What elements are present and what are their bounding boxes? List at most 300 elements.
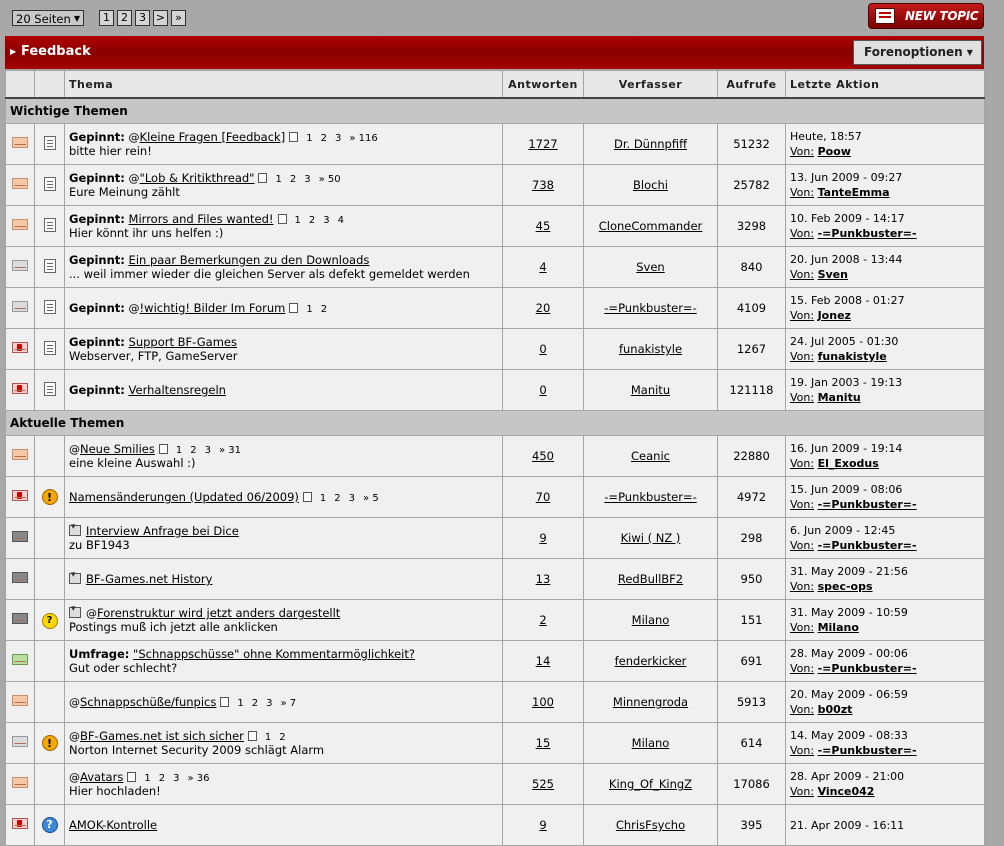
topic-page-link[interactable]: » 36 <box>187 773 210 784</box>
topic-page-link[interactable]: 2 <box>190 445 197 456</box>
replies-link[interactable]: 9 <box>539 531 547 545</box>
topic-page-link[interactable]: 3 <box>266 698 273 709</box>
last-action-cell <box>786 559 985 600</box>
post-icon-cell <box>35 805 65 846</box>
mini-pagination <box>289 304 331 315</box>
by-label: Von: <box>790 744 815 757</box>
topic-page-link[interactable]: 1 <box>319 493 327 504</box>
author-link[interactable]: Minnengroda <box>612 695 689 709</box>
last-action-cell <box>786 764 985 805</box>
topic-description: ... weil immer wieder die gleichen Server als defekt gemeldet werden <box>69 267 470 281</box>
document-icon <box>44 136 56 150</box>
mini-pagination <box>303 493 383 504</box>
topic-page-link[interactable]: 1 <box>264 732 272 743</box>
topic-page-link[interactable]: 2 <box>158 773 166 784</box>
views-cell: 4972 <box>718 477 786 518</box>
author-cell <box>584 165 718 206</box>
replies-link[interactable]: 738 <box>532 178 554 192</box>
views-cell: 5913 <box>718 682 786 723</box>
topic-title-link[interactable]: Support BF-Games <box>128 335 237 349</box>
status-cell <box>6 477 35 518</box>
attachment-icon: @ <box>128 172 140 185</box>
moved-topic-icon[interactable] <box>69 607 81 618</box>
topic-icon <box>12 301 28 312</box>
pages-icon <box>289 132 298 142</box>
author-cell <box>584 288 718 329</box>
last-poster-link[interactable]: -=Punkbuster=- <box>817 662 917 675</box>
last-poster <box>818 539 917 552</box>
topic-description: Hier hochladen! <box>69 784 161 798</box>
pinned-prefix: Gepinnt: <box>69 130 125 144</box>
forum-options-button[interactable] <box>853 40 982 65</box>
topic-title-link[interactable]: Schnappschüße/funpics <box>80 695 217 709</box>
last-poster-link[interactable]: -=Punkbuster=- <box>817 227 917 240</box>
locked-topic-icon <box>12 490 28 501</box>
last-action-by <box>790 390 980 405</box>
by-label: Von: <box>790 662 815 675</box>
last-action-by <box>790 661 980 676</box>
last-poster <box>818 186 890 199</box>
locked-topic-icon <box>12 383 28 394</box>
post-icon-cell <box>35 518 65 559</box>
post-icon-cell <box>35 165 65 206</box>
pinned-prefix: Gepinnt: <box>69 253 125 267</box>
replies-cell <box>503 329 584 370</box>
topic-page-link[interactable]: 2 <box>308 215 316 226</box>
replies-cell <box>503 288 584 329</box>
topic-line <box>69 442 498 456</box>
topic-icon <box>12 260 28 271</box>
document-icon <box>44 259 56 273</box>
post-icon-cell <box>35 124 65 165</box>
chevron-down-icon: ▼ <box>966 48 973 57</box>
last-poster-link[interactable]: Manitu <box>817 391 861 404</box>
author-link[interactable]: funakistyle <box>618 342 683 356</box>
author-link[interactable]: Sven <box>636 260 665 274</box>
post-icon-cell <box>35 206 65 247</box>
views-cell: 3298 <box>718 206 786 247</box>
topic-cell <box>65 559 503 600</box>
topic-title-link[interactable]: Interview Anfrage bei Dice <box>86 524 239 538</box>
author-link[interactable]: Blochi <box>633 178 668 192</box>
topic-page-link[interactable]: » 50 <box>318 174 341 185</box>
topic-title-link[interactable]: Ein paar Bemerkungen zu den Downloads <box>128 253 370 267</box>
pinned-prefix: Gepinnt: <box>69 301 125 315</box>
last-poster-link[interactable]: Jonez <box>817 309 851 322</box>
last-poster <box>818 145 851 158</box>
topic-line <box>69 253 498 267</box>
topic-page-link[interactable]: 1 <box>275 174 282 185</box>
header-topic[interactable]: Thema <box>65 71 503 99</box>
by-label: Von: <box>790 703 815 716</box>
topic-row <box>6 124 985 165</box>
last-poster-link[interactable]: -=Punkbuster=- <box>817 498 917 511</box>
topic-page-link[interactable]: 2 <box>320 133 327 144</box>
last-action-cell <box>786 206 985 247</box>
author-link[interactable]: Milano <box>631 736 670 750</box>
topic-description: Postings muß ich jetzt alle anklicken <box>69 620 278 634</box>
status-cell <box>6 764 35 805</box>
topic-description: Gut oder schlecht? <box>69 661 178 675</box>
last-action-cell <box>786 124 985 165</box>
topic-title-link[interactable]: BF-Games.net ist sich sicher <box>80 729 244 743</box>
views-cell: 840 <box>718 247 786 288</box>
mini-pagination <box>289 133 382 144</box>
next-page-link[interactable]: > <box>153 10 168 26</box>
topic-title-link[interactable]: "Lob & Kritikthread" <box>139 171 255 185</box>
topic-line <box>69 770 498 784</box>
locked-topic-icon <box>12 342 28 353</box>
topic-description: eine kleine Auswahl :) <box>69 456 196 470</box>
by-label: Von: <box>790 785 815 798</box>
question-icon: ? <box>42 817 58 833</box>
last-action-by <box>790 456 980 471</box>
topic-row <box>6 329 985 370</box>
last-action-time: 31. May 2009 - 10:59 <box>790 606 908 619</box>
topic-title-link[interactable]: Forenstruktur wird jetzt anders dargestellt <box>97 606 341 620</box>
document-icon <box>44 177 56 191</box>
by-label: Von: <box>790 227 815 240</box>
replies-link[interactable]: 15 <box>535 736 551 750</box>
topic-page-link[interactable]: » 116 <box>349 133 378 144</box>
author-link[interactable]: RedBullBF2 <box>617 572 684 586</box>
last-action-time: 20. May 2009 - 06:59 <box>790 688 908 701</box>
replies-link[interactable]: 525 <box>532 777 554 791</box>
last-action-cell <box>786 600 985 641</box>
topic-description: bitte hier rein! <box>69 144 152 158</box>
attachment-icon: @ <box>69 696 80 709</box>
replies-link[interactable]: 0 <box>539 383 547 397</box>
last-action-time: 6. Jun 2009 - 12:45 <box>790 524 896 537</box>
views-cell: 51232 <box>718 124 786 165</box>
views-cell: 691 <box>718 641 786 682</box>
new-topic-label: NEW TOPIC <box>905 9 979 23</box>
topic-line <box>69 524 498 538</box>
views-cell: 121118 <box>718 370 786 411</box>
last-action-cell <box>786 477 985 518</box>
topic-line <box>69 572 498 586</box>
topic-line <box>69 212 498 226</box>
topic-description: Webserver, FTP, GameServer <box>69 349 238 363</box>
page-link[interactable]: 1 <box>99 10 114 26</box>
replies-link[interactable]: 1727 <box>528 137 558 151</box>
topic-table <box>5 70 985 846</box>
author-link[interactable]: fenderkicker <box>614 654 687 668</box>
topic-title-link[interactable]: Namensänderungen (Updated 06/2009) <box>69 490 299 504</box>
topic-title-link[interactable]: "Schnappschüsse" ohne Kommentarmöglichkeit? <box>133 647 415 661</box>
topic-page-link[interactable]: » 5 <box>363 493 379 504</box>
topic-line <box>69 335 498 349</box>
hot-topic-icon <box>12 219 28 230</box>
forum-options-label: Forenoptionen <box>864 45 963 59</box>
replies-link[interactable]: 4 <box>539 260 547 274</box>
moved-topic-icon <box>12 572 28 583</box>
status-cell <box>6 329 35 370</box>
topic-line <box>69 818 498 832</box>
topic-page-link[interactable]: 1 <box>306 133 313 144</box>
pagination <box>99 10 189 26</box>
topic-cell <box>65 436 503 477</box>
post-icon-cell <box>35 370 65 411</box>
views-cell: 4109 <box>718 288 786 329</box>
author-cell <box>584 518 718 559</box>
last-action-time: 28. Apr 2009 - 21:00 <box>790 770 905 783</box>
last-poster-link[interactable]: b00zt <box>817 703 853 716</box>
topic-row <box>6 518 985 559</box>
topic-page-link[interactable]: 2 <box>320 304 328 315</box>
author-link[interactable]: -=Punkbuster=- <box>604 490 697 504</box>
replies-link[interactable]: 450 <box>532 449 554 463</box>
last-action-time: Heute, 18:57 <box>790 130 862 143</box>
last-poster-link[interactable]: spec-ops <box>817 580 873 593</box>
topic-line <box>69 383 498 397</box>
author-link[interactable]: CloneCommander <box>598 219 703 233</box>
replies-link[interactable]: 2 <box>539 613 547 627</box>
replies-cell <box>503 247 584 288</box>
replies-link[interactable]: 13 <box>535 572 551 586</box>
last-poster-link[interactable]: -=Punkbuster=- <box>817 744 917 757</box>
topic-title-link[interactable]: !wichtig! Bilder Im Forum <box>139 301 286 315</box>
poll-prefix: Umfrage: <box>69 647 130 661</box>
topic-page-link[interactable]: 3 <box>204 445 211 456</box>
by-label: Von: <box>790 309 815 322</box>
author-cell <box>584 682 718 723</box>
mini-pagination <box>220 698 300 709</box>
topic-description: Eure Meinung zählt <box>69 185 180 199</box>
last-action-time: 14. May 2009 - 08:33 <box>790 729 908 742</box>
last-poster-link[interactable]: Sven <box>817 268 848 281</box>
replies-cell <box>503 165 584 206</box>
post-icon-cell <box>35 682 65 723</box>
topic-cell <box>65 518 503 559</box>
last-poster <box>818 703 853 716</box>
last-poster-link[interactable]: funakistyle <box>817 350 887 363</box>
by-label: Von: <box>790 539 815 552</box>
mini-pagination <box>127 773 213 784</box>
forum-category-bar <box>5 36 984 69</box>
new-topic-icon <box>875 8 895 24</box>
last-poster <box>818 498 917 511</box>
replies-link[interactable]: 45 <box>535 219 551 233</box>
topic-line <box>69 606 498 620</box>
topic-title-link[interactable]: Avatars <box>80 770 124 784</box>
new-topic-button[interactable] <box>868 3 984 29</box>
topic-title-link[interactable]: Neue Smilies <box>80 442 155 456</box>
last-page-link[interactable]: » <box>171 10 186 26</box>
status-cell <box>6 805 35 846</box>
topic-row <box>6 600 985 641</box>
topic-page-link[interactable]: 3 <box>304 174 311 185</box>
topic-title-link[interactable]: Mirrors and Files wanted! <box>128 212 274 226</box>
replies-cell <box>503 682 584 723</box>
replies-link[interactable]: 70 <box>535 490 551 504</box>
last-poster <box>818 662 917 675</box>
topic-page-link[interactable]: 1 <box>144 773 151 784</box>
topic-page-link[interactable]: » 31 <box>218 445 242 456</box>
topic-line <box>69 171 498 185</box>
last-action-time: 24. Jul 2005 - 01:30 <box>790 335 899 348</box>
topic-row <box>6 247 985 288</box>
moved-topic-icon <box>12 613 28 624</box>
moved-topic-icon[interactable] <box>69 525 81 536</box>
author-link[interactable]: ChrisFsycho <box>615 818 686 832</box>
forum-title: Feedback <box>21 44 91 59</box>
topic-page-link[interactable]: » 7 <box>280 698 297 709</box>
by-label: Von: <box>790 457 815 470</box>
replies-cell <box>503 641 584 682</box>
status-cell <box>6 247 35 288</box>
last-poster <box>818 580 873 593</box>
header-views[interactable]: Aufrufe <box>718 71 786 99</box>
replies-link[interactable]: 100 <box>532 695 554 709</box>
topic-title-link[interactable]: BF-Games.net History <box>86 572 213 586</box>
topic-row <box>6 723 985 764</box>
author-cell <box>584 600 718 641</box>
topic-row <box>6 165 985 206</box>
header-replies[interactable]: Antworten <box>503 71 584 99</box>
author-cell <box>584 124 718 165</box>
post-icon-cell <box>35 723 65 764</box>
last-poster-link[interactable]: Milano <box>817 621 859 634</box>
last-poster <box>818 621 859 634</box>
pinned-prefix: Gepinnt: <box>69 171 125 185</box>
last-poster-link[interactable]: Vince042 <box>817 785 875 798</box>
attachment-icon: @ <box>86 607 97 620</box>
pages-icon <box>258 173 267 183</box>
last-action-by <box>790 349 980 364</box>
author-link[interactable]: Manitu <box>630 383 671 397</box>
by-label: Von: <box>790 580 815 593</box>
views-cell: 22880 <box>718 436 786 477</box>
replies-cell <box>503 206 584 247</box>
last-action-by <box>790 497 980 512</box>
topic-title-link[interactable]: AMOK-Kontrolle <box>69 818 158 832</box>
status-cell <box>6 518 35 559</box>
topic-description: Hier könnt ihr uns helfen :) <box>69 226 224 240</box>
views-cell: 950 <box>718 559 786 600</box>
topic-page-link[interactable]: 2 <box>334 493 341 504</box>
topic-row <box>6 206 985 247</box>
header-author[interactable]: Verfasser <box>584 71 718 99</box>
topic-page-link[interactable]: 1 <box>175 445 183 456</box>
topic-page-link[interactable]: 3 <box>334 133 342 144</box>
replies-link[interactable]: 0 <box>539 342 547 356</box>
header-last-action[interactable]: Letzte Aktion <box>786 71 985 99</box>
last-action-by <box>790 308 980 323</box>
topic-row <box>6 370 985 411</box>
topic-cell <box>65 682 503 723</box>
topic-page-link[interactable]: 1 <box>237 698 244 709</box>
moved-topic-icon[interactable] <box>69 573 81 584</box>
topic-page-link[interactable]: 3 <box>173 773 180 784</box>
topic-page-link[interactable]: 2 <box>279 732 286 743</box>
attachment-icon: @ <box>128 131 140 144</box>
header-status <box>6 71 35 99</box>
post-icon-cell <box>35 477 65 518</box>
author-link[interactable]: Ceanic <box>631 449 670 463</box>
views-cell: 17086 <box>718 764 786 805</box>
by-label: Von: <box>790 498 815 511</box>
chevron-down-icon: ▼ <box>73 14 80 23</box>
status-cell <box>6 682 35 723</box>
collapse-arrow-icon[interactable]: ▶ <box>10 47 17 56</box>
topic-page-link[interactable]: 1 <box>294 215 301 226</box>
top-toolbar <box>0 0 1004 36</box>
last-poster <box>818 350 887 363</box>
last-action-cell <box>786 723 985 764</box>
post-icon-cell <box>35 436 65 477</box>
replies-cell <box>503 559 584 600</box>
author-link[interactable]: King_Of_KingZ <box>608 777 693 791</box>
status-cell <box>6 436 35 477</box>
pages-icon <box>303 492 312 502</box>
last-action-time: 16. Jun 2009 - 19:14 <box>790 442 903 455</box>
last-action-by <box>790 579 980 594</box>
topic-page-link[interactable]: 2 <box>289 174 297 185</box>
topic-page-link[interactable]: 2 <box>251 698 259 709</box>
pinned-prefix: Gepinnt: <box>69 383 125 397</box>
last-poster-link[interactable]: Poow <box>817 145 851 158</box>
page-link[interactable]: 3 <box>135 10 150 26</box>
page-link[interactable]: 2 <box>117 10 132 26</box>
views-cell: 298 <box>718 518 786 559</box>
last-poster-link[interactable]: -=Punkbuster=- <box>817 539 917 552</box>
last-action-cell <box>786 518 985 559</box>
topic-title-link[interactable]: Kleine Fragen [Feedback] <box>139 130 286 144</box>
pages-select[interactable] <box>12 10 84 26</box>
topic-page-link[interactable]: 3 <box>323 215 330 226</box>
topic-row <box>6 805 985 846</box>
last-action-cell <box>786 165 985 206</box>
topic-title-link[interactable]: Verhaltensregeln <box>128 383 226 397</box>
author-cell <box>584 764 718 805</box>
status-cell <box>6 206 35 247</box>
mini-pagination <box>159 445 245 456</box>
last-action-by <box>790 226 980 241</box>
topic-page-link[interactable]: 1 <box>306 304 313 315</box>
author-link[interactable]: -=Punkbuster=- <box>604 301 697 315</box>
section-current <box>6 411 985 436</box>
last-poster-link[interactable]: TanteEmma <box>817 186 890 199</box>
author-link[interactable]: Dr. Dünnpfiff <box>613 137 688 151</box>
moved-topic-icon <box>12 531 28 542</box>
last-action-time: 15. Feb 2008 - 01:27 <box>790 294 905 307</box>
replies-cell <box>503 477 584 518</box>
replies-link[interactable]: 9 <box>539 818 547 832</box>
last-action-cell <box>786 436 985 477</box>
topic-page-link[interactable]: 3 <box>348 493 356 504</box>
author-cell <box>584 206 718 247</box>
header-icon <box>35 71 65 99</box>
pages-icon <box>289 303 298 313</box>
post-icon-cell <box>35 600 65 641</box>
author-link[interactable]: Kiwi ( NZ ) <box>620 531 681 545</box>
topic-page-link[interactable]: 4 <box>337 215 344 226</box>
last-action-by <box>790 144 980 159</box>
status-cell <box>6 165 35 206</box>
replies-cell <box>503 518 584 559</box>
mini-pagination <box>278 215 349 226</box>
last-poster-link[interactable]: El_Exodus <box>817 457 879 470</box>
author-link[interactable]: Milano <box>631 613 670 627</box>
section-title: Aktuelle Themen <box>6 411 985 436</box>
replies-link[interactable]: 14 <box>535 654 551 668</box>
post-icon-cell <box>35 329 65 370</box>
topic-cell <box>65 805 503 846</box>
by-label: Von: <box>790 268 815 281</box>
topic-line <box>69 490 498 504</box>
replies-link[interactable]: 20 <box>535 301 551 315</box>
